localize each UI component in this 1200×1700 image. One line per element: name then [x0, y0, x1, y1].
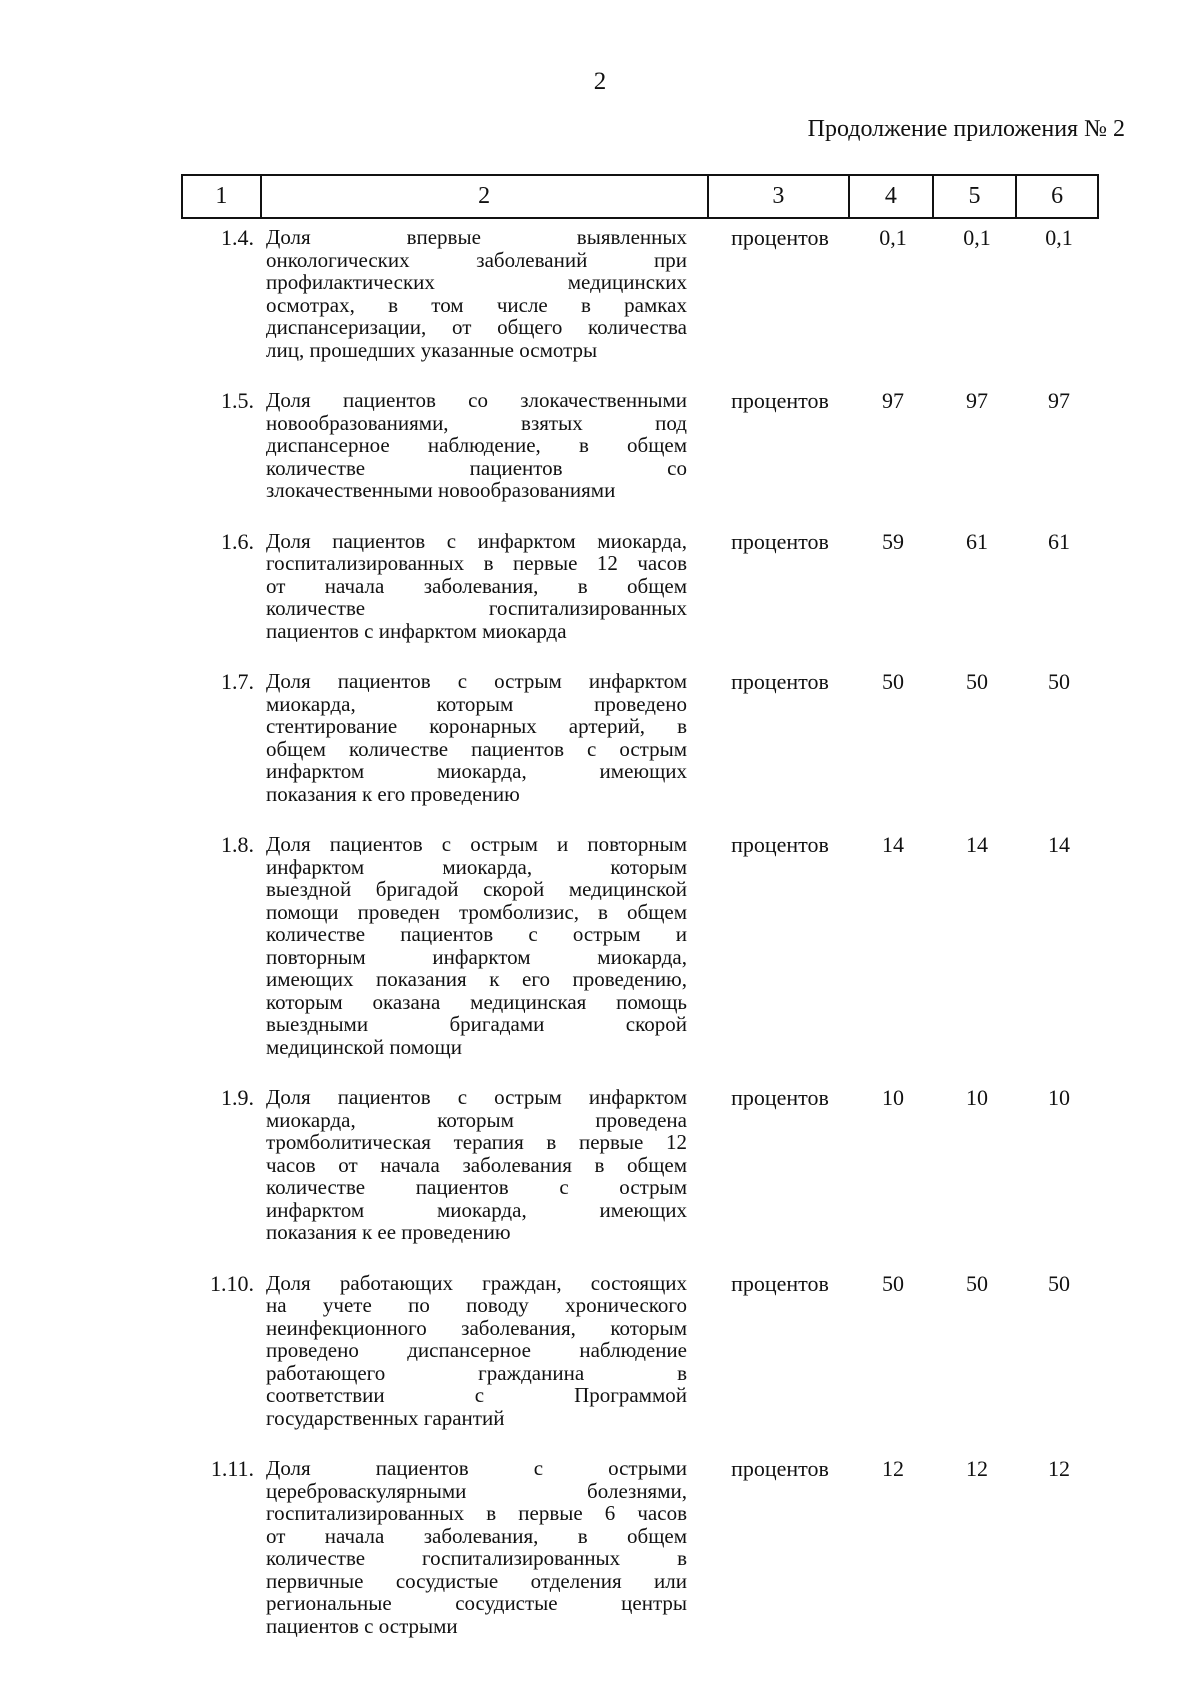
description-line: имеющих показания к его проведению,	[266, 967, 687, 991]
value-col-4: 50	[882, 669, 904, 694]
value-col-4: 50	[882, 1270, 904, 1296]
header-col-5: 5	[934, 176, 1018, 217]
indicator-description	[260, 226, 709, 361]
value-col-5: 61	[966, 528, 988, 554]
value-col-5: 0,1	[963, 225, 991, 250]
description-line: госпитализированных в первые 6 часов	[266, 1501, 687, 1525]
description-line: онкологических заболеваний при	[266, 247, 687, 272]
row-number: 1.10.	[210, 1270, 254, 1296]
page-number: 2	[593, 68, 607, 95]
value-col-6: 61	[1048, 528, 1070, 554]
description-line: тромболитическая терапия в первые 12	[266, 1130, 687, 1154]
description-line: госпитализированных в первые 12 часов	[266, 551, 687, 575]
row-number: 1.8.	[221, 832, 254, 857]
description-line: миокарда, которым проведено	[266, 691, 687, 716]
unit-cell: процентов	[731, 388, 829, 413]
value-col-5: 10	[966, 1085, 988, 1110]
indicator-description	[260, 670, 709, 805]
indicator-description	[260, 530, 709, 643]
value-col-4: 0,1	[879, 225, 907, 250]
indicator-description	[260, 833, 709, 1058]
unit-cell: процентов	[731, 1456, 829, 1481]
description-line: Доля впервые выявленных	[266, 225, 687, 249]
unit-cell: процентов	[731, 1085, 829, 1110]
indicator-description	[260, 389, 709, 502]
value-col-6: 50	[1048, 1270, 1070, 1296]
description-line: повторным инфарктом миокарда,	[266, 944, 687, 969]
value-col-5: 97	[966, 388, 988, 413]
unit-cell: процентов	[731, 832, 829, 857]
row-number: 1.7.	[221, 669, 254, 694]
description-line: общем количестве пациентов с острым	[266, 736, 687, 761]
description-line: инфарктом миокарда, которым	[266, 854, 687, 879]
description-line: количестве госпитализированных в	[266, 1546, 687, 1570]
value-col-5: 50	[966, 1270, 988, 1296]
value-col-5: 50	[966, 669, 988, 694]
table-body	[181, 226, 1099, 1637]
description-line: показания к ее проведению	[266, 1220, 511, 1244]
description-line: злокачественными новообразованиями	[266, 478, 616, 502]
description-line: инфарктом миокарда, имеющих	[266, 759, 687, 783]
description-line: Доля пациентов с острыми	[266, 1456, 687, 1480]
value-col-6: 97	[1048, 388, 1070, 413]
description-line: Доля пациентов с острым и повторным	[266, 832, 687, 856]
row-number: 1.11.	[210, 1456, 254, 1481]
table-row	[181, 833, 1099, 1058]
description-line: количестве пациентов с острым и	[266, 922, 687, 946]
table-row	[181, 226, 1099, 361]
description-line: цереброваскулярными болезнями,	[266, 1478, 687, 1503]
indicator-description	[260, 1457, 709, 1637]
description-line: первичные сосудистые отделения или	[266, 1568, 687, 1593]
description-line: проведено диспансерное наблюдение	[266, 1338, 687, 1362]
description-line: работающего гражданина в	[266, 1360, 687, 1385]
description-line: от начала заболевания, в общем	[266, 1523, 687, 1548]
description-line: миокарда, которым проведена	[266, 1107, 687, 1132]
description-line: Доля работающих граждан, состоящих	[266, 1270, 687, 1295]
description-line: Доля пациентов со злокачественными	[266, 388, 687, 412]
header-col-3: 3	[709, 176, 850, 217]
appendix-continuation-label: Продолжение приложения № 2	[807, 116, 1125, 142]
row-number: 1.5.	[221, 388, 254, 413]
description-line: пациентов с инфарктом миокарда	[266, 618, 567, 643]
value-col-6: 14	[1048, 832, 1070, 857]
value-col-4: 59	[882, 528, 904, 554]
header-col-4: 4	[850, 176, 934, 217]
description-line: от начала заболевания, в общем	[266, 573, 687, 598]
value-col-4: 14	[882, 832, 904, 857]
description-line: Доля пациентов с острым инфарктом	[266, 1085, 687, 1109]
description-line: количестве пациентов со	[266, 455, 687, 480]
row-number: 1.9.	[221, 1085, 254, 1110]
description-line: показания к его проведению	[266, 781, 520, 806]
value-col-6: 50	[1048, 669, 1070, 694]
header-col-1: 1	[183, 176, 262, 217]
unit-cell: процентов	[731, 225, 829, 250]
unit-cell: процентов	[731, 1270, 829, 1296]
description-line: диспансерное наблюдение, в общем	[266, 433, 687, 457]
description-line: осмотрах, в том числе в рамках	[266, 292, 687, 317]
value-col-6: 12	[1048, 1456, 1070, 1481]
table-row	[181, 530, 1099, 643]
value-col-4: 12	[882, 1456, 904, 1481]
description-line: помощи проведен тромболизис, в общем	[266, 899, 687, 924]
table-header	[181, 174, 1099, 219]
value-col-5: 12	[966, 1456, 988, 1481]
row-number: 1.4.	[221, 225, 254, 250]
table-row	[181, 670, 1099, 805]
description-line: инфарктом миокарда, имеющих	[266, 1197, 687, 1222]
description-line: выездными бригадами скорой	[266, 1012, 687, 1036]
description-line: медицинской помощи	[266, 1034, 462, 1059]
description-line: неинфекционного заболевания, которым	[266, 1315, 687, 1340]
description-line: стентирование коронарных артерий, в	[266, 714, 687, 738]
table-row	[181, 389, 1099, 502]
indicator-description	[260, 1086, 709, 1244]
description-line: пациентов с острыми	[266, 1613, 458, 1638]
description-line: новообразованиями, взятых под	[266, 410, 687, 435]
description-line: которым оказана медицинская помощь	[266, 989, 687, 1014]
description-line: Доля пациентов с острым инфарктом	[266, 669, 687, 693]
value-col-6: 10	[1048, 1085, 1070, 1110]
unit-cell: процентов	[731, 669, 829, 694]
description-line: лиц, прошедших указанные осмотры	[266, 337, 598, 362]
value-col-5: 14	[966, 832, 988, 857]
description-line: государственных гарантий	[266, 1405, 505, 1430]
description-line: профилактических медицинских	[266, 270, 687, 294]
description-line: региональные сосудистые центры	[266, 1591, 687, 1615]
description-line: соответствии с Программой	[266, 1383, 687, 1407]
header-col-2: 2	[262, 176, 709, 217]
description-line: диспансеризации, от общего количества	[266, 315, 687, 339]
description-line: часов от начала заболевания в общем	[266, 1152, 687, 1177]
unit-cell: процентов	[731, 528, 829, 554]
indicator-description	[260, 1272, 709, 1430]
table-row	[181, 1272, 1099, 1430]
value-col-4: 10	[882, 1085, 904, 1110]
description-line: количестве пациентов с острым	[266, 1175, 687, 1199]
description-line: выездной бригадой скорой медицинской	[266, 877, 687, 901]
value-col-4: 97	[882, 388, 904, 413]
row-number: 1.6.	[221, 528, 254, 554]
header-col-6: 6	[1051, 183, 1064, 209]
value-col-6: 0,1	[1045, 225, 1073, 250]
table-row	[181, 1457, 1099, 1637]
description-line: на учете по поводу хронического	[266, 1293, 687, 1317]
description-line: количестве госпитализированных	[266, 596, 687, 620]
description-line: Доля пациентов с инфарктом миокарда,	[266, 528, 687, 553]
table-row	[181, 1086, 1099, 1244]
